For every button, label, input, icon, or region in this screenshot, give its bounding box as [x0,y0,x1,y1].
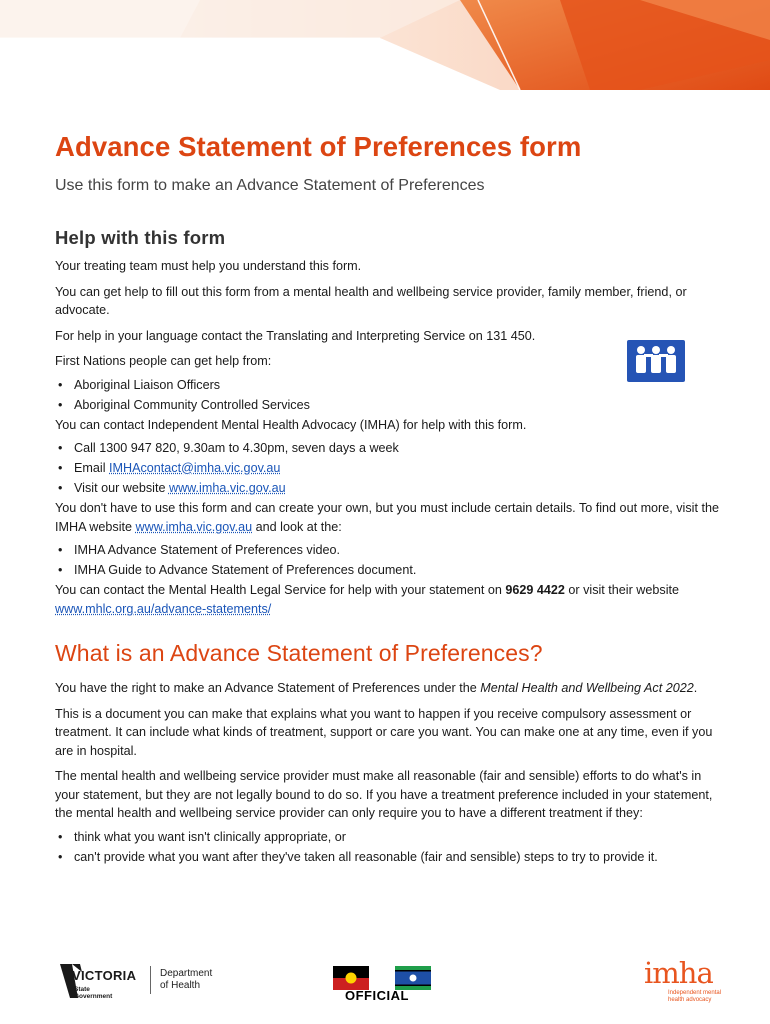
department-name: Department of Health [160,968,213,991]
imha-logo: imha [644,956,713,990]
contact-list [55,438,720,498]
help-heading: Help with this form [55,227,226,248]
legal-service-phone: 9629 4422 [505,583,565,597]
contact-call: • Call 1300 947 820, 9.30am to 4.30pm, seven days a week [55,438,720,458]
list-item: • Aboriginal Community Controlled Services [55,395,720,415]
website-link[interactable]: www.imha.vic.gov.au [168,481,286,495]
help-paragraph-6: You don't have to use this form and can create your own, but you must include certain details. To find out more, visit the IMHA website www.imha.vic.gov.au and look at the: [55,501,719,534]
logo-divider [150,966,151,994]
footer [0,950,770,1024]
contact-email: • Email IMHAcontact@imha.vic.gov.au [55,458,720,478]
help-paragraph-1: Your treating team must help you understand this form. [55,259,362,273]
page-title: Advance Statement of Preferences form [55,131,582,162]
help-paragraph-7: You can contact the Mental Health Legal Service for help with your statement on 9629 4422 or visit their website www.mhlc.org.au/advance-statements/ [55,583,680,616]
header-banner [0,0,770,90]
list-item: • IMHA Advance Statement of Preferences video. [55,540,720,560]
list-item: • can't provide what you want after they've taken all reasonable (fair and sensible) steps to try to provide it. [55,847,720,867]
list-item: • Aboriginal Liaison Officers [55,375,720,395]
email-link[interactable]: IMHAcontact@imha.vic.gov.au [109,461,281,475]
interpreter-icon [627,340,685,382]
what-paragraph-2: This is a document you can make that explains what you want to happen if you receive compulsory assessment or treatment. It can include what kinds of treatment, support or care you want. You can make one at any time, even if you are in hospital. [55,706,713,758]
torres-strait-flag-icon [395,966,431,990]
resources-list [55,540,720,580]
act-name: Mental Health and Wellbeing Act 2022 [480,681,694,695]
help-paragraph-5: You can contact Independent Mental Health Advocacy (IMHA) for help with this form. [55,417,527,432]
first-nations-list [55,375,720,415]
conditions-list [55,827,720,867]
mhlc-link[interactable]: www.mhlc.org.au/advance-statements/ [55,601,272,616]
what-paragraph-1: You have the right to make an Advance Statement of Preferences under the Mental Health and Wellbeing Act 2022. [55,681,698,695]
victoria-government-logo: VICTORIA State Government [58,958,143,1013]
what-paragraph-3: The mental health and wellbeing service provider must make all reasonable (fair and sensible) efforts to do what's in your statement, but they are not legally bound to do so. If you have a treatment preference included in your statement, the mental health and wellbeing service provider can only require you to have a different treatment if they: [55,769,713,820]
what-heading: What is an Advance Statement of Preferences? [55,640,543,666]
victoria-wordmark: VICTORIA [72,968,137,983]
help-paragraph-3: For help in your language contact the Translating and Interpreting Service on 131 450. [55,328,536,343]
help-paragraph-2: You can get help to fill out this form from a mental health and wellbeing service provider, family member, friend, or advocate. [55,284,687,317]
imha-tagline: Independent mental health advocacy [668,990,722,1003]
list-item: • IMHA Guide to Advance Statement of Preferences document. [55,560,720,580]
official-label: OFFICIAL [345,988,409,1003]
main-content [55,130,720,867]
aboriginal-flag-icon [333,966,369,990]
list-item: • think what you want isn't clinically appropriate, or [55,827,720,847]
help-paragraph-4: First Nations people can get help from: [55,354,272,368]
imha-website-link[interactable]: www.imha.vic.gov.au [135,519,253,534]
page-subtitle: Use this form to make an Advance Statement of Preferences [55,177,485,194]
contact-website: • Visit our website www.imha.vic.gov.au [55,478,720,498]
